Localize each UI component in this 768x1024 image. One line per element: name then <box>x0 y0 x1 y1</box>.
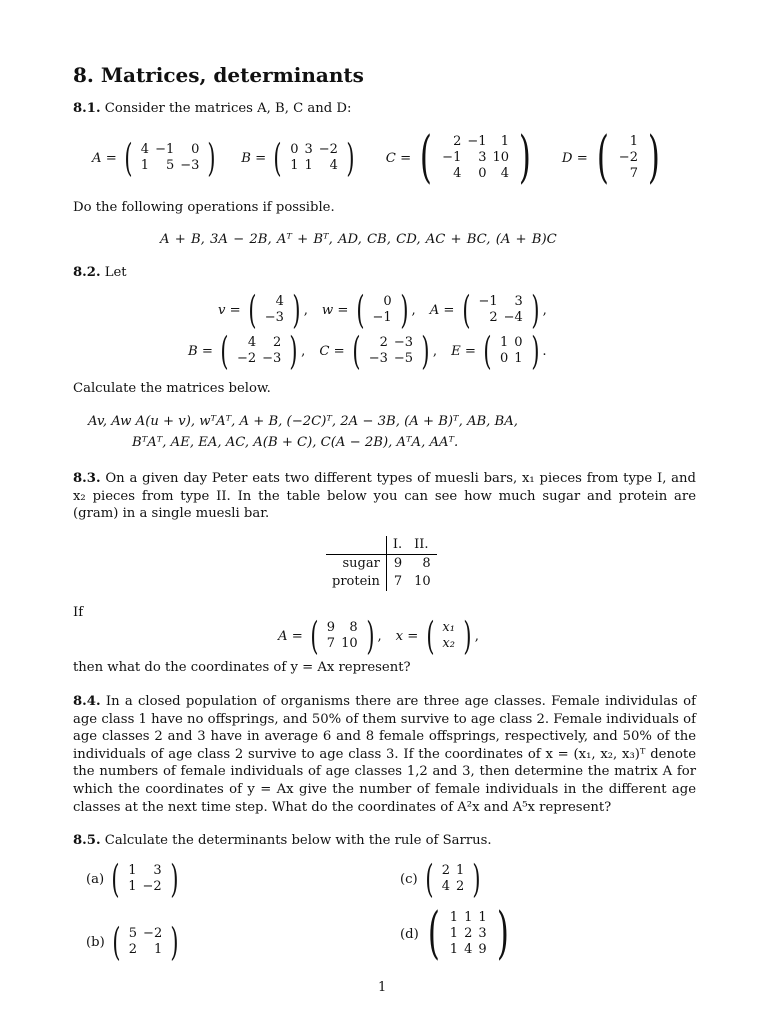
matrix-entry: −2 <box>142 879 162 894</box>
matrix-entry: 1 <box>499 335 509 350</box>
matrix-entry: −5 <box>393 351 414 366</box>
matrix-entries <box>439 134 512 182</box>
matrix-entry: 0 <box>383 294 392 309</box>
matrix-entry: −2 <box>143 926 163 941</box>
left-paren: ( <box>248 288 257 332</box>
matrix-entry: 2 <box>379 335 388 350</box>
problem-8-5-intro <box>73 833 492 848</box>
matrix-entry: 3 <box>478 150 487 165</box>
label-d: (d) <box>400 926 419 942</box>
matrix-entry: −2 <box>618 150 638 165</box>
matrix-entry: 1 <box>464 910 473 925</box>
matrix-entry: 9 <box>326 620 336 635</box>
right-paren: ) <box>170 920 179 964</box>
matrix-entries <box>125 863 164 895</box>
matrix-entry: −4 <box>503 310 523 325</box>
matrix-entry: 1 <box>140 158 150 173</box>
right-paren: ) <box>289 329 298 373</box>
matrix-entry: 9 <box>478 942 487 957</box>
matrix-entry: −3 <box>264 310 284 325</box>
matrix-entries <box>439 863 468 895</box>
right-paren: ) <box>421 329 430 373</box>
right-paren: ) <box>365 614 375 658</box>
left-paren: ( <box>273 136 282 180</box>
left-paren: ( <box>596 125 609 190</box>
operations-8-2-line2: BᵀAᵀ, AE, EA, AC, A(B + C), C(A − 2B), AᵀA, AAᵀ. <box>132 435 459 450</box>
right-paren: ) <box>531 288 540 332</box>
matrix-entry: 4 <box>464 942 473 957</box>
left-paren: ( <box>352 329 361 373</box>
matrix-entry: 7 <box>326 636 336 651</box>
matrix-entry: x₂ <box>442 636 455 651</box>
matrix-entry: 4 <box>140 142 150 157</box>
label-c: (c) <box>400 871 418 887</box>
matrix-entry: 1 <box>478 910 487 925</box>
matrix-entry: 10 <box>492 150 510 165</box>
matrix-entries <box>138 142 203 174</box>
matrix-entry: 10 <box>341 636 358 651</box>
matrix-entry: 0 <box>290 142 299 157</box>
matrix-entry: −1 <box>478 294 498 309</box>
matrix-entries <box>287 142 341 174</box>
if-text: If <box>73 605 84 620</box>
matrix-entries <box>234 335 284 367</box>
problem-number: 8.5. <box>73 833 101 848</box>
matrix-entry: 4 <box>500 166 510 181</box>
matrix-entry: 1 <box>456 863 465 878</box>
matrix-entries <box>475 294 525 326</box>
right-paren: ) <box>647 125 660 190</box>
vector-v <box>245 288 304 332</box>
problem-text: In a closed population of organisms there are three age classes. Female individulas of age class 1 have no offsprings, and 50% of them survive to age class 2. Female individuals of age classes 2 and 3 have in average 6 and 8 female offsprings, respectively, and 50% of the individuals of age class 2 survive to age class 3. If the coordinates of x = (x₁, x₂, x₃)ᵀ denote the numbers of female individuals of age classes 1,2 and 3, then determine the matrix A for which the coordinates of y = Ax give the number of female individuals in the different age classes at the next time step. What do the coordinates of A²x and A⁵x represent? <box>73 694 696 815</box>
left-paren: ( <box>425 857 434 901</box>
table-header: I. <box>386 536 408 555</box>
left-paren: ( <box>310 614 319 658</box>
matrix-E <box>480 329 542 373</box>
matrix-entry: 2 <box>489 310 498 325</box>
problem-number: 8.2. <box>73 265 101 280</box>
matrix-entry: 2 <box>453 134 462 149</box>
matrix-entry: 4 <box>453 166 462 181</box>
problem-text: Consider the matrices A, B, C and D: <box>104 101 352 116</box>
matrix-entry: 2 <box>128 942 138 957</box>
matrix-entry: 2 <box>464 926 473 941</box>
instruction-8-1: Do the following operations if possible. <box>73 200 335 215</box>
matrix-entry: 1 <box>449 910 459 925</box>
right-paren: ) <box>399 288 409 332</box>
matrix-entry: 4 <box>329 158 338 173</box>
matrix-entry: 1 <box>290 158 299 173</box>
left-paren: ( <box>220 329 229 373</box>
matrix-entry: 1 <box>500 134 510 149</box>
table-row <box>326 555 437 574</box>
operations-8-2-line1: Av, Aw A(u + v), wᵀAᵀ, A + B, (−2C)ᵀ, 2A − 3B, (A + B)ᵀ, AB, BA, <box>88 414 518 429</box>
matrix-entries <box>447 910 490 958</box>
matrix-entry: −3 <box>393 335 414 350</box>
matrix-entry: 3 <box>153 863 162 878</box>
matrix-A-1 <box>121 136 219 180</box>
problem-text: Calculate the determinants below with the rule of Sarrus. <box>104 833 492 848</box>
det-matrix-b <box>109 920 182 964</box>
matrix-entry: −3 <box>368 351 388 366</box>
left-paren: ( <box>111 857 120 901</box>
matrix-entry: 3 <box>514 294 523 309</box>
vector-x <box>423 614 475 658</box>
matrix-entry: 1 <box>449 942 459 957</box>
matrices-abcd: A = ( 4 −1 0 1 5 −3 ) B = ( 0 3 −2 1 1 4 ) C = ( 2 −1 1 −1 3 10 4 0 4 ) D = ( 1 −2 7 ) <box>92 130 692 186</box>
problem-8-2-intro <box>73 265 127 280</box>
matrix-entry: −1 <box>155 142 175 157</box>
matrix-entry: −1 <box>372 310 392 325</box>
table-cell: 8 <box>422 556 431 571</box>
matrix-C-2 <box>349 329 433 373</box>
problem-number: 8.4. <box>73 694 101 709</box>
table-cell: 7 <box>393 574 403 589</box>
left-paren: ( <box>355 288 365 332</box>
matrix-entry: 1 <box>514 351 523 366</box>
label-b: (b) <box>86 934 105 950</box>
page-number: 1 <box>378 980 387 995</box>
matrix-entry: 1 <box>449 926 459 941</box>
label-a: (a) <box>86 871 105 887</box>
matrix-entry: 1 <box>128 863 137 878</box>
table-cell: 9 <box>393 556 403 571</box>
matrix-entry: 0 <box>191 142 200 157</box>
nutrition-table <box>326 536 437 591</box>
matrix-entry: 0 <box>478 166 487 181</box>
table-cell: 10 <box>414 574 431 589</box>
table-corner <box>326 536 386 555</box>
problem-text: Let <box>104 265 127 280</box>
left-paren: ( <box>461 288 471 332</box>
matrix-entry: −1 <box>442 150 462 165</box>
det-d <box>400 901 514 966</box>
matrix-entries <box>324 620 361 652</box>
matrix-entry: 4 <box>441 879 450 894</box>
right-paren: ) <box>346 136 355 180</box>
right-paren: ) <box>169 857 179 901</box>
matrix-entry: x₁ <box>442 620 455 635</box>
right-paren: ) <box>530 329 540 373</box>
table-row-label: protein <box>326 573 386 591</box>
right-paren: ) <box>207 136 216 180</box>
matrix-entry: −2 <box>318 142 338 157</box>
left-paren: ( <box>425 614 435 658</box>
operations-8-1: A + B, 3A − 2B, Aᵀ + Bᵀ, AD, CB, CD, AC + BC, (A + B)C <box>160 232 557 247</box>
table-row-label: sugar <box>326 555 386 574</box>
matrix-entries <box>616 134 641 182</box>
matrix-entry: 5 <box>165 158 175 173</box>
matrix-entry: 8 <box>349 620 358 635</box>
matrix-entries <box>366 335 416 367</box>
matrix-entry: 2 <box>441 863 450 878</box>
table-header: II. <box>408 536 437 555</box>
det-matrix-a <box>108 857 181 901</box>
matrix-entry: 2 <box>273 335 282 350</box>
matrix-x-row: A = ( 9 8 7 10 ) , x = ( x₁ x₂ ) , <box>278 614 479 658</box>
problem-8-4-text <box>73 693 696 816</box>
matrix-entry: 3 <box>478 926 487 941</box>
matrix-entry: −3 <box>180 158 200 173</box>
matrix-entries <box>369 294 394 326</box>
left-paren: ( <box>112 920 121 964</box>
right-paren: ) <box>463 614 472 658</box>
det-matrix-c <box>422 857 484 901</box>
matrix-C-1 <box>415 125 536 190</box>
matrix-entry: 0 <box>514 335 523 350</box>
matrix-entry: 2 <box>456 879 465 894</box>
matrix-entry: 4 <box>247 335 257 350</box>
matrix-A-2 <box>459 288 543 332</box>
matrix-A-3 <box>307 614 377 658</box>
matrix-entry: 1 <box>629 134 638 149</box>
matrix-entry: 1 <box>128 879 137 894</box>
table-row <box>326 573 437 591</box>
matrix-entry: 3 <box>304 142 313 157</box>
matrix-entries <box>497 335 526 367</box>
matrix-entry: 5 <box>128 926 138 941</box>
matrix-B-2 <box>217 329 301 373</box>
page-title: 8. Matrices, determinants <box>73 63 364 87</box>
matrix-entry: 0 <box>499 351 509 366</box>
vector-w <box>353 288 412 332</box>
matrix-D-1 <box>592 125 665 190</box>
matrix-entry: 1 <box>304 158 313 173</box>
problem-8-3-text <box>73 470 696 523</box>
matrix-entries <box>439 620 458 652</box>
matrix-entries <box>126 926 165 958</box>
det-b <box>86 920 182 964</box>
matrix-B-1 <box>270 136 357 180</box>
left-paren: ( <box>420 125 433 190</box>
matrix-entry: −3 <box>262 351 282 366</box>
problem-number: 8.3. <box>73 471 101 486</box>
det-c <box>400 857 484 901</box>
matrix-entries <box>262 294 287 326</box>
right-paren: ) <box>472 857 481 901</box>
matrix-entry: 4 <box>275 294 284 309</box>
nutrition-table-wrap <box>326 536 437 591</box>
instruction-8-2: Calculate the matrices below. <box>73 381 271 396</box>
right-paren: ) <box>518 125 532 190</box>
det-matrix-d <box>423 901 514 966</box>
problem-number: 8.1. <box>73 101 101 116</box>
det-a <box>86 857 181 901</box>
problem-8-1-intro <box>73 101 351 116</box>
matrix-entry: −2 <box>236 351 257 366</box>
matrix-entry: 7 <box>629 166 638 181</box>
right-paren: ) <box>292 288 301 332</box>
question-8-3: then what do the coordinates of y = Ax represent? <box>73 660 411 675</box>
vectors-row: v = ( 4 −3 ) , w = ( 0 −1 ) , A = ( −1 3 2 −4 ) , <box>218 288 547 332</box>
matrix-entry: 1 <box>153 942 163 957</box>
left-paren: ( <box>483 329 492 373</box>
matrices-bce-row: B = ( 4 2 −2 −3 ) , C = ( 2 −3 −3 −5 ) , E = ( 1 0 0 1 ) . <box>188 329 547 373</box>
left-paren: ( <box>427 901 440 966</box>
matrix-entry: −1 <box>467 134 487 149</box>
problem-text: On a given day Peter eats two different types of muesli bars, x₁ pieces from type I, and x₂ pieces from type II. In the table below you can see how much sugar and protein are (gram) in a single muesli bar. <box>73 471 696 522</box>
left-paren: ( <box>124 136 133 180</box>
right-paren: ) <box>496 901 509 966</box>
